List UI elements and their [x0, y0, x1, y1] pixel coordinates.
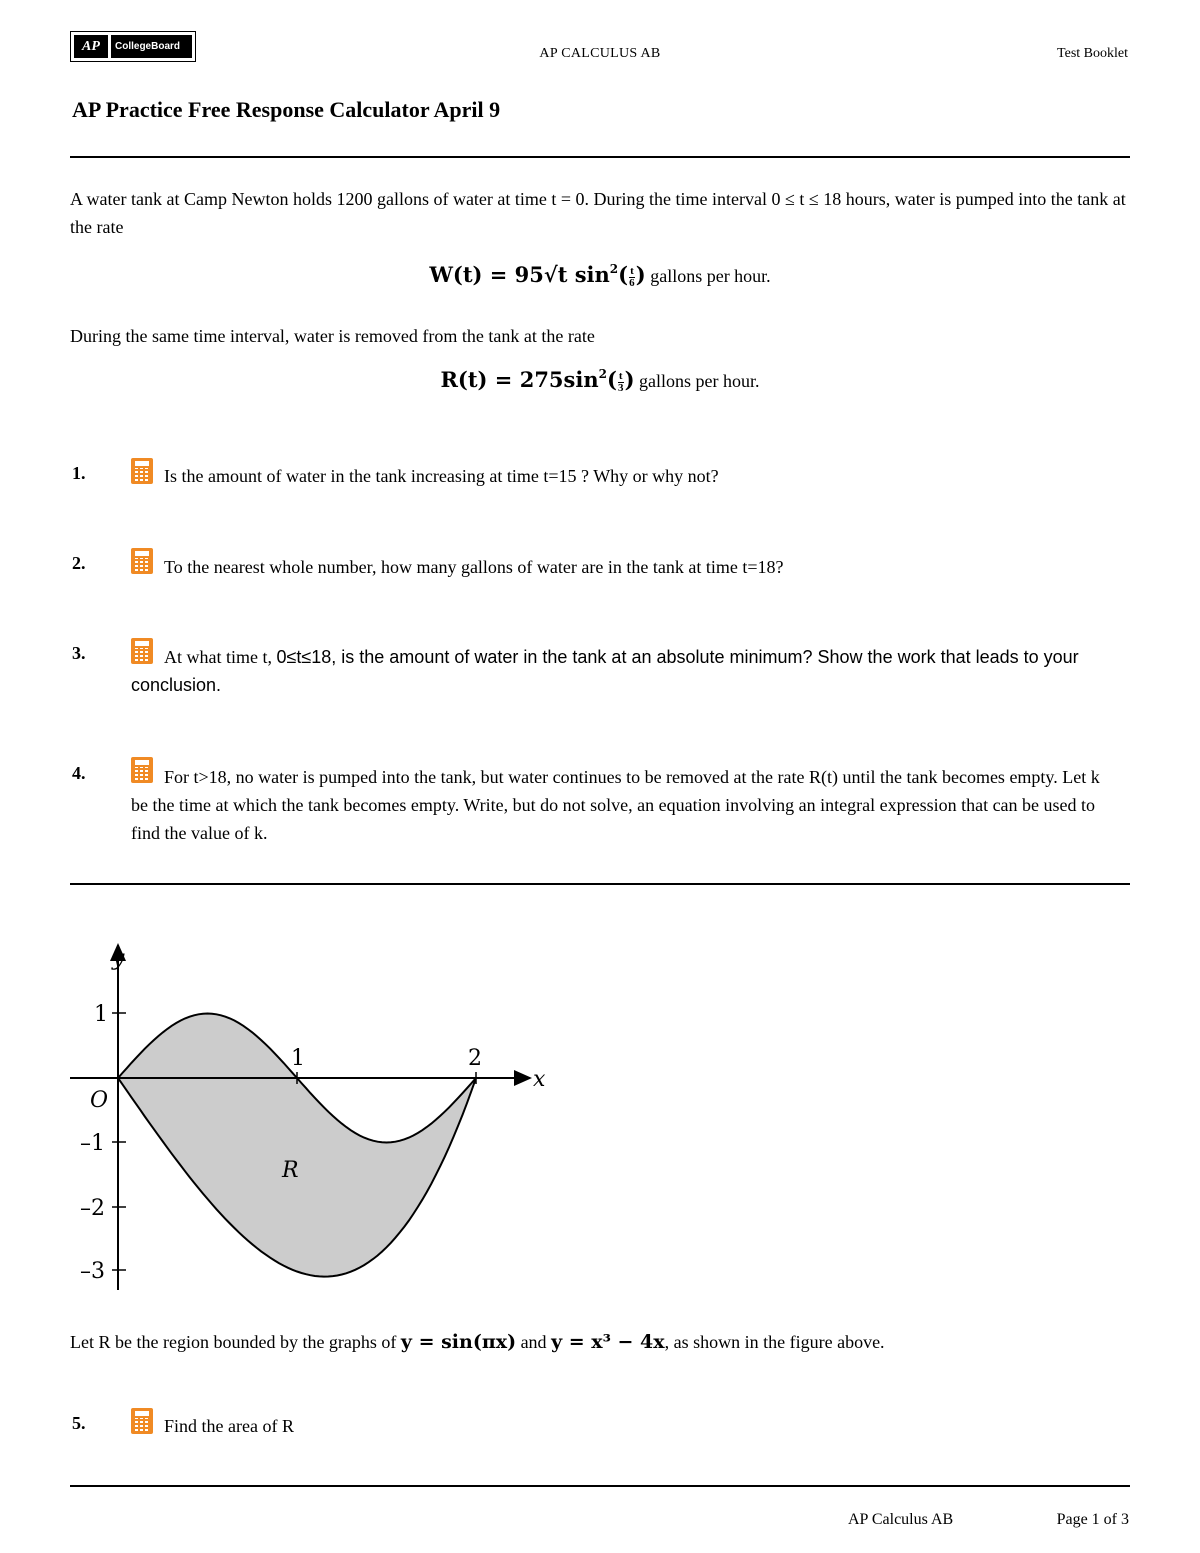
question-2-number: 2. [72, 553, 86, 573]
equation-w-lhs: W(t) = 95√t sin [429, 262, 610, 287]
equation-w-exponent: 2 [609, 262, 619, 276]
equation-cubic: y = x³ − 4x [551, 1331, 665, 1353]
equation-w: W(t) = 95√t $\sin^2$( $\frac{t}{6}$ ) gallons per hour. [429, 262, 771, 290]
equation-r: $R(t) = 275\sin^2$( $\frac{t}{3}$ ) gallons per hour. [440, 367, 760, 395]
question-5-text: Find the area of R [164, 1416, 294, 1436]
question-3-text: At what time t, 0≤t≤18, is the amount of water in the tank at an absolute minimum? Show the work that leads to your conclusion. [131, 647, 1079, 695]
question-4-text: For t>18, no water is pumped into the tank, but water continues to be removed at the rate R(t) until the tank becomes empty. Let k be the time at which the tank becomes empty. Write, but do not solve, an equation involving an integral expression that can be used to find the value of k. [131, 767, 1100, 843]
y-tick-label-neg2: –2 [80, 1196, 105, 1221]
header-booklet: Test Booklet [1057, 46, 1128, 61]
y-tick-label-neg1: –1 [80, 1131, 105, 1156]
equation-w-units: gallons per hour. [650, 266, 771, 286]
equation-r-fraction: $\frac{t}{3}$ [618, 370, 624, 395]
divider-middle [70, 883, 1130, 885]
region-description: Let R be the region bounded by the graphs of y = sin(πx) and y = x³ − 4x, as shown in the figure above. [70, 1331, 885, 1353]
equation-w-fraction: $\frac{t}{6}$ [629, 265, 635, 290]
divider-top [70, 156, 1130, 158]
y-tick-label-1: 1 [94, 1002, 108, 1027]
question-3-number: 3. [72, 643, 86, 663]
intro-paragraph-1: A water tank at Camp Newton holds 1200 gallons of water at time t = 0. During the time interval 0 ≤ t ≤ 18 hours, water is pumped into the tank at the rate [70, 189, 1126, 237]
y-axis-label: y [112, 946, 125, 971]
question-2-text: To the nearest whole number, how many gallons of water are in the tank at time t=18? [164, 557, 784, 577]
header-course: AP CALCULUS AB [539, 46, 661, 61]
logo-ap: AP [74, 35, 108, 58]
region-figure [60, 935, 560, 1305]
intro-paragraph-2: During the same time interval, water is removed from the tank at the rate [70, 326, 595, 346]
equation-sine: y = sin(πx) [400, 1331, 517, 1353]
equation-r-units: gallons per hour. [639, 371, 760, 391]
equation-r-lhs: R(t) = 275sin [440, 367, 599, 392]
x-tick-label-2: 2 [468, 1046, 482, 1071]
x-axis-label: x [533, 1067, 546, 1092]
x-tick-label-1: 1 [291, 1046, 305, 1071]
question-5-number: 5. [72, 1413, 86, 1433]
region-label: R [282, 1158, 299, 1183]
question-4-number: 4. [72, 763, 86, 783]
footer-page: Page 1 of 3 [1056, 1511, 1129, 1528]
question-1-number: 1. [72, 463, 86, 483]
logo-collegeboard: CollegeBoard [111, 35, 192, 58]
y-tick-label-neg3: –3 [80, 1259, 105, 1284]
question-1-text: Is the amount of water in the tank increasing at time t=15 ? Why or why not? [164, 466, 719, 486]
equation-r-exponent: 2 [598, 367, 607, 381]
divider-bottom [70, 1485, 1130, 1487]
footer-course: AP Calculus AB [848, 1511, 954, 1528]
page-title: AP Practice Free Response Calculator April 9 [72, 97, 501, 122]
origin-label: O [90, 1088, 109, 1113]
